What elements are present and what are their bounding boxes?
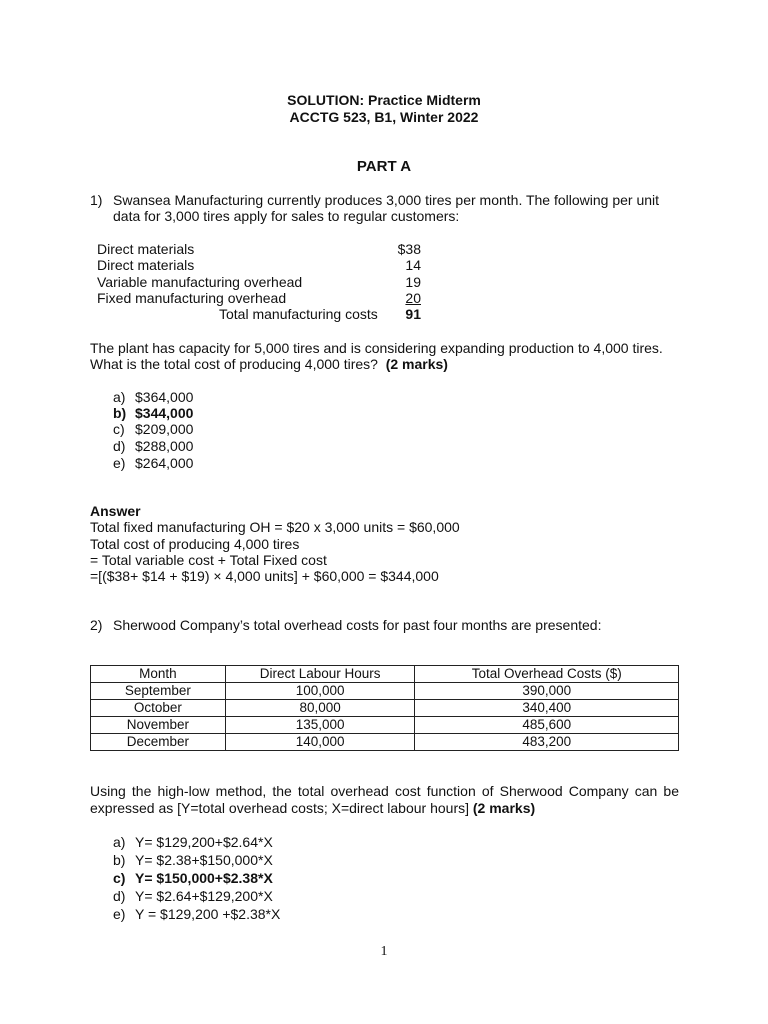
option-text-correct: Y= $150,000+$2.38*X (135, 870, 273, 886)
page-number: 1 (380, 944, 388, 959)
column-header: Direct Labour Hours (225, 666, 415, 683)
option-letter-correct: b) (113, 405, 127, 421)
table-cell: September (91, 683, 226, 700)
table-cell: 340,400 (415, 700, 679, 717)
option-text: Y = $129,200 +$2.38*X (135, 906, 281, 922)
q1-prompt-text: What is the total cost of producing 4,000 tires? (90, 356, 378, 372)
cost-label: Fixed manufacturing overhead (97, 290, 287, 306)
answer-line: Total fixed manufacturing OH = $20 x 3,000 units = $60,000 (90, 519, 460, 535)
option-letter: e) (113, 906, 126, 922)
answer-line: = Total variable cost + Total Fixed cost (90, 552, 327, 568)
table-cell: October (91, 700, 226, 717)
table-cell: 135,000 (225, 717, 415, 734)
table-cell: 390,000 (415, 683, 679, 700)
q2-prompt-line1: Using the high-low method, the total overhead cost function of Sherwood Company can be (90, 783, 679, 799)
table-row (91, 734, 679, 751)
option-letter-correct: c) (113, 870, 126, 886)
total-cost-value: 91 (405, 306, 421, 322)
option-letter: b) (113, 852, 126, 868)
answer-line: =[($38+ $14 + $19) × 4,000 units] + $60,000 = $344,000 (90, 568, 439, 584)
q2-text: Sherwood Company’s total overhead costs for past four months are presented: (113, 617, 602, 633)
option-letter: a) (113, 834, 126, 850)
option-text: $288,000 (135, 438, 194, 454)
table-header-row (91, 666, 679, 683)
option-text-correct: $344,000 (135, 405, 194, 421)
table-cell: November (91, 717, 226, 734)
column-header: Month (91, 666, 226, 683)
option-letter: c) (113, 421, 125, 437)
cost-value: $38 (397, 241, 421, 257)
q2-prompt-text: expressed as [Y=total overhead costs; X=direct labour hours] (90, 800, 469, 816)
option-text: $364,000 (135, 389, 194, 405)
option-letter: d) (113, 888, 126, 904)
document-title: SOLUTION: Practice Midterm (287, 92, 481, 108)
q2-number: 2) (90, 617, 103, 633)
table-cell: 100,000 (225, 683, 415, 700)
course-subtitle: ACCTG 523, B1, Winter 2022 (289, 109, 479, 125)
cost-value: 19 (405, 274, 421, 290)
answer-heading: Answer (90, 503, 141, 519)
table-cell: 485,600 (415, 717, 679, 734)
q2-prompt-line2 (90, 800, 535, 817)
total-cost-label: Total manufacturing costs (219, 306, 378, 322)
option-letter: d) (113, 438, 126, 454)
table-row (91, 700, 679, 717)
q1-number: 1) (90, 192, 103, 208)
option-text: Y= $129,200+$2.64*X (135, 834, 273, 850)
column-header: Total Overhead Costs ($) (415, 666, 679, 683)
cost-label: Variable manufacturing overhead (97, 274, 303, 290)
option-text: $209,000 (135, 421, 194, 437)
option-letter: a) (113, 389, 126, 405)
table-cell: 80,000 (225, 700, 415, 717)
option-text: Y= $2.64+$129,200*X (135, 888, 273, 904)
cost-value (360, 290, 421, 307)
q1-marks: (2 marks) (385, 356, 448, 372)
table-row (91, 717, 679, 734)
q1-prompt-line2 (90, 356, 448, 373)
q1-text-line1: Swansea Manufacturing currently produces 3,000 tires per month. The following per unit (113, 192, 660, 208)
cost-label: Direct materials (97, 257, 195, 273)
table-cell: 483,200 (415, 734, 679, 751)
q2-marks: (2 marks) (472, 800, 536, 816)
option-letter: e) (113, 455, 126, 471)
option-text: $264,000 (135, 455, 194, 471)
option-text: Y= $2.38+$150,000*X (135, 852, 273, 868)
cost-label: Direct materials (97, 241, 195, 257)
table-cell: 140,000 (225, 734, 415, 751)
table-row (91, 683, 679, 700)
q1-text-line2: data for 3,000 tires apply for sales to regular customers: (113, 208, 460, 224)
table-cell: December (91, 734, 226, 751)
q1-prompt-line1: The plant has capacity for 5,000 tires and is considering expanding production to 4,000 tires. (90, 340, 663, 356)
cost-value: 14 (405, 257, 421, 273)
overhead-table (90, 665, 679, 751)
cost-value-underlined: 20 (405, 290, 421, 306)
part-heading: PART A (356, 158, 412, 175)
answer-line: Total cost of producing 4,000 tires (90, 536, 300, 552)
